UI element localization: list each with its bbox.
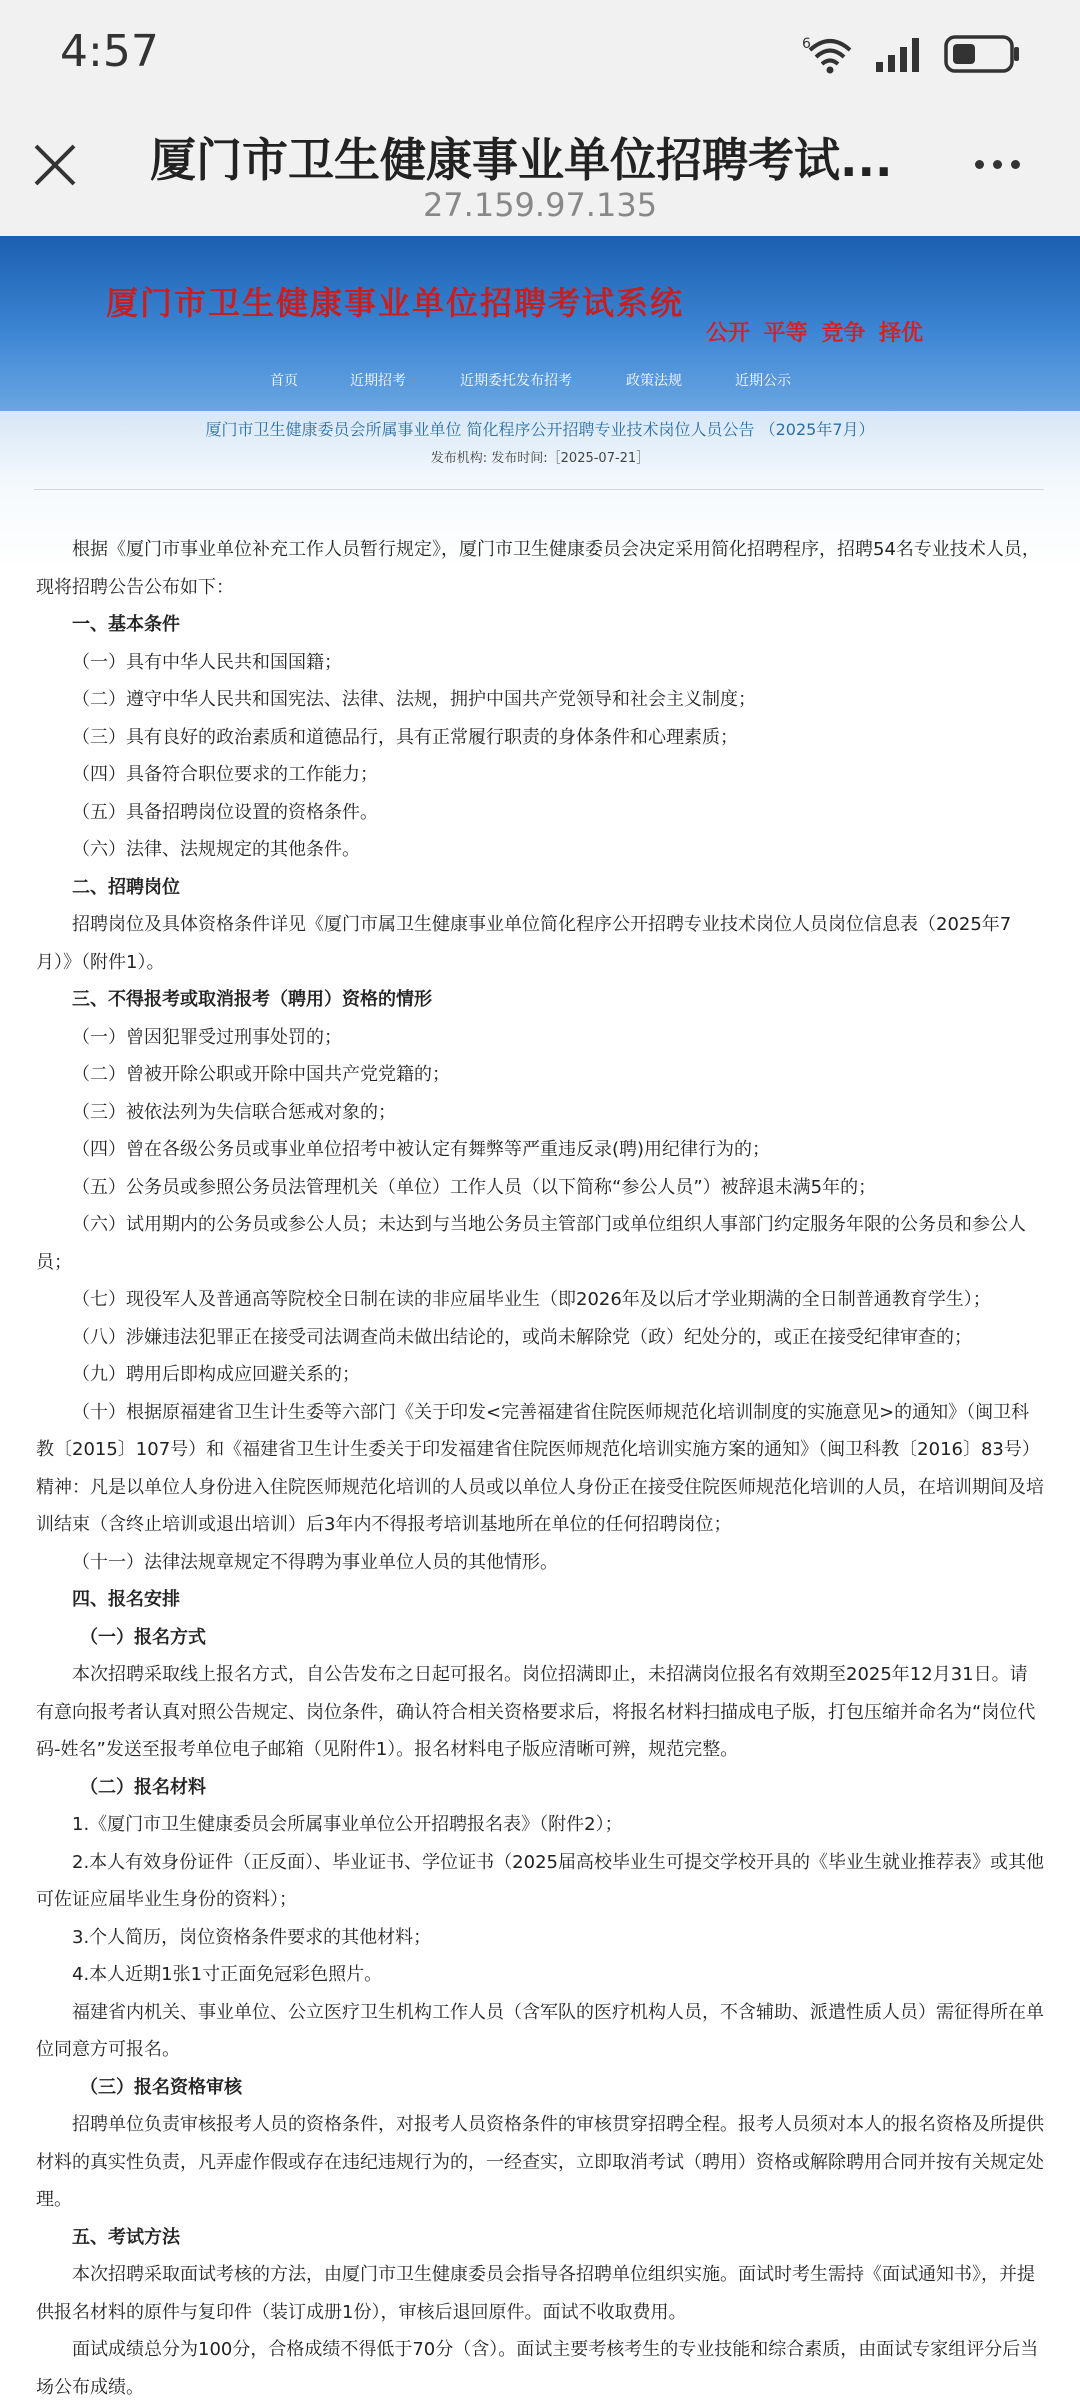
article-paragraph: （六）法律、法规规定的其他条件。: [72, 839, 360, 860]
section-heading: （三）报名资格审核: [80, 2076, 242, 2098]
article-paragraph: （一）曾因犯罪受过刑事处罚的；: [72, 1026, 342, 1048]
page-url: 27.159.97.135: [422, 186, 658, 224]
article-paragraph: （三）被依法列为失信联合惩戒对象的；: [72, 1101, 396, 1123]
article-paragraph: （五）公务员或参照公务员法管理机关（单位）工作人员（以下简称“参公人员”）被辞退未满5年的；: [72, 1176, 877, 1198]
page-title: 厦门市卫生健康事业单位招聘考试...: [150, 133, 893, 187]
section-heading: 一、基本条件: [72, 614, 180, 635]
site-banner: [0, 236, 1080, 411]
menu-item-commissioned-exams[interactable]: 近期委托发布招考: [460, 373, 572, 389]
announcement-meta: 发布机构: 发布时间:［2025-07-21］: [430, 451, 650, 466]
article-paragraph: （十）根据原福建省卫生计生委等六部门《关于印发<完善福建省住院医师规范化培训制度的实施意见>的通知》（闽卫科教〔2015〕107号）和《福建省卫生计生委关于印发福建省住院医师规范化培训实施方案的通知》（闽卫科教〔2016〕83号）精神：凡是以单位人身份进入住院医师规范化培训的人员或以单位人身份正在接受住院医师规范化培训的人员，在培训期间及培训结束（含终止培训或退出培训）后3年内不得报考培训基地所在单位的任何招聘岗位；: [36, 1401, 1044, 1535]
article-paragraph: （四）曾在各级公务员或事业单位招考中被认定有舞弊等严重违反录(聘)用纪律行为的；: [72, 1139, 771, 1160]
menu-item-home[interactable]: 首页: [270, 373, 298, 389]
svg-text:6: 6: [802, 36, 811, 52]
article-paragraph: （九）聘用后即构成应回避关系的；: [72, 1364, 360, 1385]
browser-nav-bar: [0, 110, 1080, 236]
article-paragraph: （二）曾被开除公职或开除中国共产党党籍的；: [72, 1064, 450, 1085]
section-heading: 四、报名安排: [72, 1589, 180, 1610]
article-paragraph: 根据《厦门市事业单位补充工作人员暂行规定》，厦门市卫生健康委员会决定采用简化招聘程序，招聘54名专业技术人员，现将招聘公告公布如下：: [36, 539, 1040, 598]
article-paragraph: （五）具备招聘岗位设置的资格条件。: [72, 801, 378, 823]
menu-item-notices[interactable]: 近期公示: [735, 373, 791, 389]
article-paragraph: （四）具备符合职位要求的工作能力；: [72, 764, 378, 785]
site-slogan: 公开 平等 竞争 择优: [706, 321, 923, 346]
divider: [34, 489, 1044, 490]
article-paragraph: 招聘单位负责审核报考人员的资格条件，对报考人员资格条件的审核贯穿招聘全程。报考人员须对本人的报名资格及所提供材料的真实性负责，凡弄虚作假或存在违纪违规行为的，一经查实，立即取消考试（聘用）资格或解除聘用合同并按有关规定处理。: [36, 2114, 1044, 2210]
article-area: [0, 411, 1080, 2398]
article-paragraph: 3.个人简历，岗位资格条件要求的其他材料；: [72, 1926, 432, 1948]
article-paragraph: （十一）法律法规章规定不得聘为事业单位人员的其他情形。: [72, 1551, 558, 1573]
section-heading: （二）报名材料: [80, 1776, 206, 1798]
more-menu-icon[interactable]: [975, 160, 1020, 169]
article-paragraph: 本次招聘采取线上报名方式，自公告发布之日起可报名。岗位招满即止，未招满岗位报名有效期至2025年12月31日。请有意向报考者认真对照公告规定、岗位条件，确认符合相关资格要求后，将报名材料扫描成电子版，打包压缩并命名为“岗位代码-姓名”发送至报考单位电子邮箱（见附件1）。报名材料电子版应清晰可辨，规范完整。: [36, 1664, 1036, 1760]
status-bar: [0, 0, 1080, 110]
status-icons: [802, 34, 1020, 74]
article-paragraph: 4.本人近期1张1寸正面免冠彩色照片。: [72, 1964, 383, 1985]
article-paragraph: （八）涉嫌违法犯罪正在接受司法调查尚未做出结论的，或尚未解除党（政）纪处分的，或正在接受纪律审查的；: [72, 1326, 972, 1348]
battery-icon: [944, 34, 1020, 74]
article-paragraph: （七）现役军人及普通高等院校全日制在读的非应届毕业生（即2026年及以后才学业期满的全日制普通教育学生）；: [72, 1289, 991, 1310]
section-heading: 二、招聘岗位: [72, 876, 180, 898]
article-paragraph: 面试成绩总分为100分，合格成绩不得低于70分（含）。面试主要考核考生的专业技能和综合素质，由面试专家组评分后当场公布成绩。: [36, 2339, 1039, 2398]
article-paragraph: （三）具有良好的政治素质和道德品行，具有正常履行职责的身体条件和心理素质；: [72, 726, 738, 748]
status-time: 4:57: [60, 26, 159, 77]
article-paragraph: 2.本人有效身份证件（正反面）、毕业证书、学位证书（2025届高校毕业生可提交学校开具的《毕业生就业推荐表》或其他可佐证应届毕业生身份的资料）；: [36, 1851, 1044, 1910]
article-body: [36, 531, 1044, 2406]
signal-icon: [876, 36, 922, 72]
article-paragraph: 招聘岗位及具体资格条件详见《厦门市属卫生健康事业单位简化程序公开招聘专业技术岗位人员岗位信息表（2025年7月）》（附件1）。: [36, 914, 1012, 973]
site-title: 厦门市卫生健康事业单位招聘考试系统: [106, 284, 685, 322]
menu-item-recent-exams[interactable]: 近期招考: [350, 373, 406, 389]
article-paragraph: （六）试用期内的公务员或参公人员；未达到与当地公务员主管部门或单位组织人事部门约定服务年限的公务员和参公人员；: [36, 1214, 1026, 1273]
section-heading: （一）报名方式: [80, 1626, 206, 1648]
wifi-icon: [802, 34, 854, 74]
article-paragraph: 福建省内机关、事业单位、公立医疗卫生机构工作人员（含军队的医疗机构人员，不含辅助、派遣性质人员）需征得所在单位同意方可报名。: [36, 2001, 1044, 2060]
article-paragraph: （二）遵守中华人民共和国宪法、法律、法规，拥护中国共产党领导和社会主义制度；: [72, 689, 756, 710]
announcement-title: 厦门市卫生健康委员会所属事业单位 简化程序公开招聘专业技术岗位人员公告 （2025年7月）: [205, 420, 875, 439]
menu-item-policies[interactable]: 政策法规: [626, 373, 682, 389]
site-menu: [0, 370, 1080, 404]
close-icon[interactable]: [30, 140, 80, 190]
section-heading: 五、考试方法: [72, 2226, 180, 2248]
article-paragraph: 1.《厦门市卫生健康委员会所属事业单位公开招聘报名表》（附件2）；: [72, 1814, 623, 1835]
section-heading: 三、不得报考或取消报考（聘用）资格的情形: [72, 989, 432, 1010]
article-paragraph: 本次招聘采取面试考核的方法，由厦门市卫生健康委员会指导各招聘单位组织实施。面试时考生需持《面试通知书》，并提供报名材料的原件与复印件（装订成册1份），审核后退回原件。面试不收取费用。: [36, 2264, 1035, 2323]
article-paragraph: （一）具有中华人民共和国国籍；: [72, 651, 342, 673]
